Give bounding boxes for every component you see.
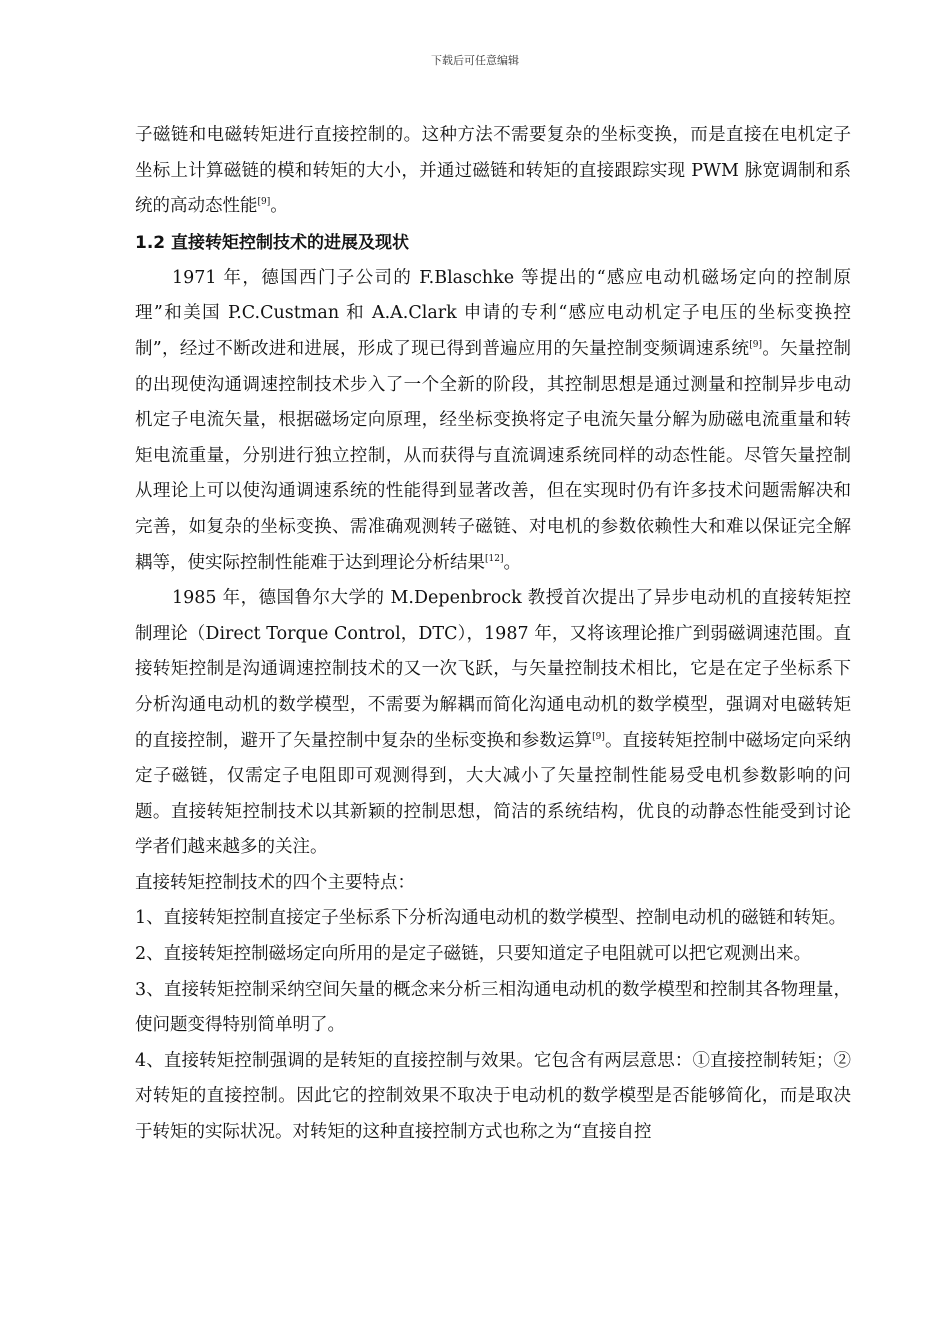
intro-text: 子磁链和电磁转矩进行直接控制的。这种方法不需要复杂的坐标变换，而是直接在电机定子坐标上计算磁链的模和转矩的大小，并通过磁链和转矩的直接跟踪实现 PWM 脉宽调制和系统的高动态性能 xyxy=(135,125,851,217)
citation-ref: [12] xyxy=(485,553,504,564)
paragraph-text: 。矢量控制的出现使沟通调速控制技术步入了一个全新的阶段，其控制思想是通过测量和控制异步电动机定子电流矢量，根据磁场定向原理，经坐标变换将定子电流矢量分解为励磁电流重量和转矩电流重量，分别进行独立控制，从而获得与直流调速系统同样的动态性能。尽管矢量控制从理论上可以使沟通调速系统的性能得到显著改善，但在实现时仍有许多技术问题需解决和完善，如复杂的坐标变换、需准确观测转子磁链、对电机的参数依赖性大和难以保证完全解耦等，使实际控制性能难于达到理论分析结果 xyxy=(135,338,852,573)
feature-item-3: 3、直接转矩控制采纳空间矢量的概念来分析三相沟通电动机的数学模型和控制其各物理量，使问题变得特别简单明了。 xyxy=(135,979,851,1036)
paragraph-dtc xyxy=(135,581,851,866)
citation-ref: [9] xyxy=(257,197,271,208)
citation-ref: [9] xyxy=(592,731,605,742)
section-heading: 1.2 直接转矩控制技术的进展及现状 xyxy=(135,232,410,253)
citation-ref: [9] xyxy=(749,339,763,350)
paragraph-text: 。直接转矩控制中磁场定向采纳定子磁链，仅需定子电阻即可观测得到，大大减小了矢量控制性能易受电机参数影响的问题。直接转矩控制技术以其新颖的控制思想，简洁的系统结构，优良的动静态性能受到讨论学者们越来越多的关注。 xyxy=(135,730,852,858)
paragraph-text: 。 xyxy=(503,552,521,573)
paragraph-text: 1971 年，德国西门子公司的 F.Blaschke 等提出的“感应电动机磁场定向的控制原理”和美国 P.C.Custman 和 A.A.Clark 申请的专利“感应电动机定子电压的坐标变换控制”，经过不断改进和进展，形成了现已得到普遍应用的矢量控制变频调速系统 xyxy=(135,267,851,359)
intro-tail: 。 xyxy=(270,196,288,217)
paragraph-text: 1985 年，德国鲁尔大学的 M.Depenbrock 教授首次提出了异步电动机的直接转矩控制理论（Direct Torque Control，DTC），1987 年，又将该理论推广到弱磁调速范围。直接转矩控制是沟通调速控制技术的又一次飞跃，与矢量控制技术相比，它是在定子坐标系下分析沟通电动机的数学模型，不需要为解耦而简化沟通电动机的数学模型，强调对电磁转矩的直接控制，避开了矢量控制中复杂的坐标变换和参数运算 xyxy=(135,588,851,751)
feature-item-2: 2、直接转矩控制磁场定向所用的是定子磁链，只要知道定子电阻就可以把它观测出来。 xyxy=(135,944,812,965)
feature-item-4: 4、直接转矩控制强调的是转矩的直接控制与效果。它包含有两层意思：①直接控制转矩；②对转矩的直接控制。因此它的控制效果不取决于电动机的数学模型是否能够简化，而是取决于转矩的实际状况。对转矩的这种直接控制方式也称之为“直接自控 xyxy=(135,1050,851,1143)
intro-paragraph xyxy=(135,118,851,225)
document-body xyxy=(135,118,851,1151)
features-intro: 直接转矩控制技术的四个主要特点： xyxy=(135,872,415,893)
paragraph-vector-control xyxy=(135,261,851,581)
feature-item-1: 1、直接转矩控制直接定子坐标系下分析沟通电动机的数学模型、控制电动机的磁链和转矩。 xyxy=(135,908,847,929)
page-header: 下载后可任意编辑 xyxy=(431,54,519,67)
